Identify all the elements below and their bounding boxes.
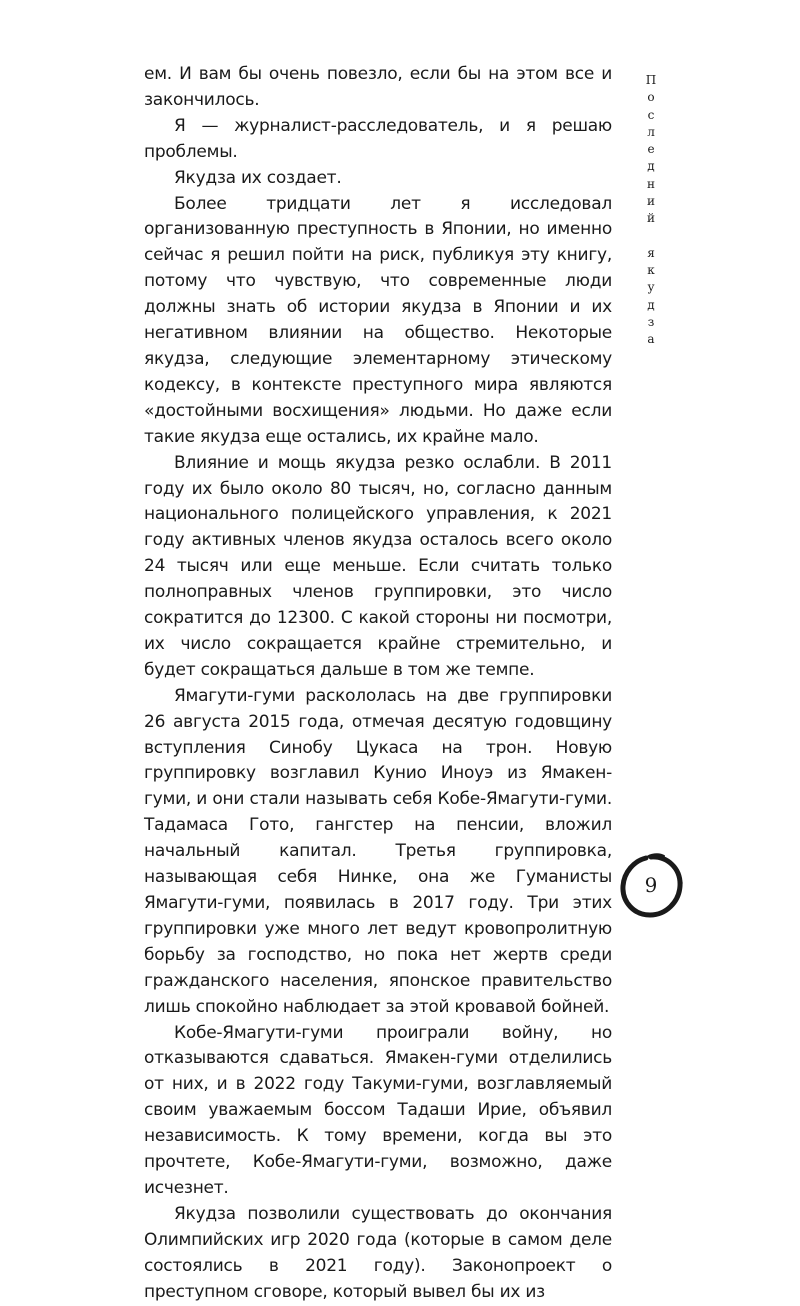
paragraph: Якудза их создает. — [174, 167, 342, 188]
page-number-badge — [615, 850, 687, 922]
running-head-letter: к — [647, 262, 655, 277]
running-head-letter: о — [647, 90, 655, 105]
running-head-letter: д — [647, 297, 655, 312]
paragraph: Влияние и мощь якудза резко ослабли. В 2011 году их было около 80 тысяч, но, согласно данным национального полицейского управления, к 2021 году активных членов якудза осталось всего около 24 тысяч или еще меньше. Если считать только полноправных членов группировки, это число сократится до 12300. С какой стороны ни посмотри, их число сокращается крайне стремительно, и будет сокращаться дальше в том же темпе. — [144, 452, 612, 680]
running-head-letter: я — [647, 245, 655, 260]
running-head-letter: д — [647, 159, 655, 174]
page-number: 9 — [644, 873, 658, 897]
running-head-letter: у — [647, 280, 655, 295]
paragraph-continuation: ем. И вам бы очень повезло, если бы на этом все и закончилось. — [144, 64, 612, 110]
running-head-letter: й — [647, 211, 655, 226]
running-head-letter: н — [647, 176, 655, 191]
paragraph: Я — журналист-расследователь, и я решаю проблемы. — [144, 115, 612, 162]
running-head — [640, 72, 662, 348]
running-head-letter: л — [647, 124, 655, 139]
paragraph: Кобе-Ямагути-гуми проиграли войну, но отказываются сдаваться. Ямакен-гуми отделились от них, и в 2022 году Такуми-гуми, возглавляемый своим уважаемым боссом Тадаши Ирие, объявил независимость. К тому времени, когда вы это прочтете, Кобе-Ямагути-гуми, возможно, даже исчезнет. — [144, 1022, 612, 1198]
paragraph: Более тридцати лет я исследовал организованную преступность в Японии, но именно сейчас я решил пойти на риск, публикуя эту книгу, потому что чувствую, что современные люди должны знать об истории якудза в Японии и их негативном влиянии на общество. Некоторые якудза, следующие элементарному этическому кодексу, в контексте преступного мира являются «достойными восхищения» людьми. Но даже если такие якудза еще остались, их крайне мало. — [144, 193, 612, 447]
running-head-letter: е — [647, 142, 655, 157]
running-head-letter: з — [647, 314, 655, 329]
running-head-letter: и — [647, 194, 655, 209]
running-head-letter: П — [645, 73, 657, 87]
paragraph: Якудза позволили существовать до окончания Олимпийских игр 2020 года (которые в самом деле состоялись в 2021 году). Законопроект о преступном сговоре, который вывел бы их из — [144, 1203, 612, 1302]
paragraph: Ямагути-гуми раскололась на две группировки 26 августа 2015 года, отмечая десятую годовщину вступления Синобу Цукаса на трон. Новую группировку возглавил Кунио Иноуэ из Ямакен-гуми, и они стали называть себя Кобе-Ямагути-гуми. Тадамаса Гото, гангстер на пенсии, вложил начальный капитал. Третья группировка, называющая себя Нинке, она же Гуманисты Ямагути-гуми, появилась в 2017 году. Три этих группировки уже много лет ведут кровопролитную борьбу за господство, но пока нет жертв среди гражданского населения, японское правительство лишь спокойно наблюдает за этой кровавой бойней. — [144, 685, 612, 1017]
page-body — [144, 62, 612, 1306]
running-head-letter: с — [647, 107, 655, 122]
running-head-letter: а — [647, 332, 655, 347]
